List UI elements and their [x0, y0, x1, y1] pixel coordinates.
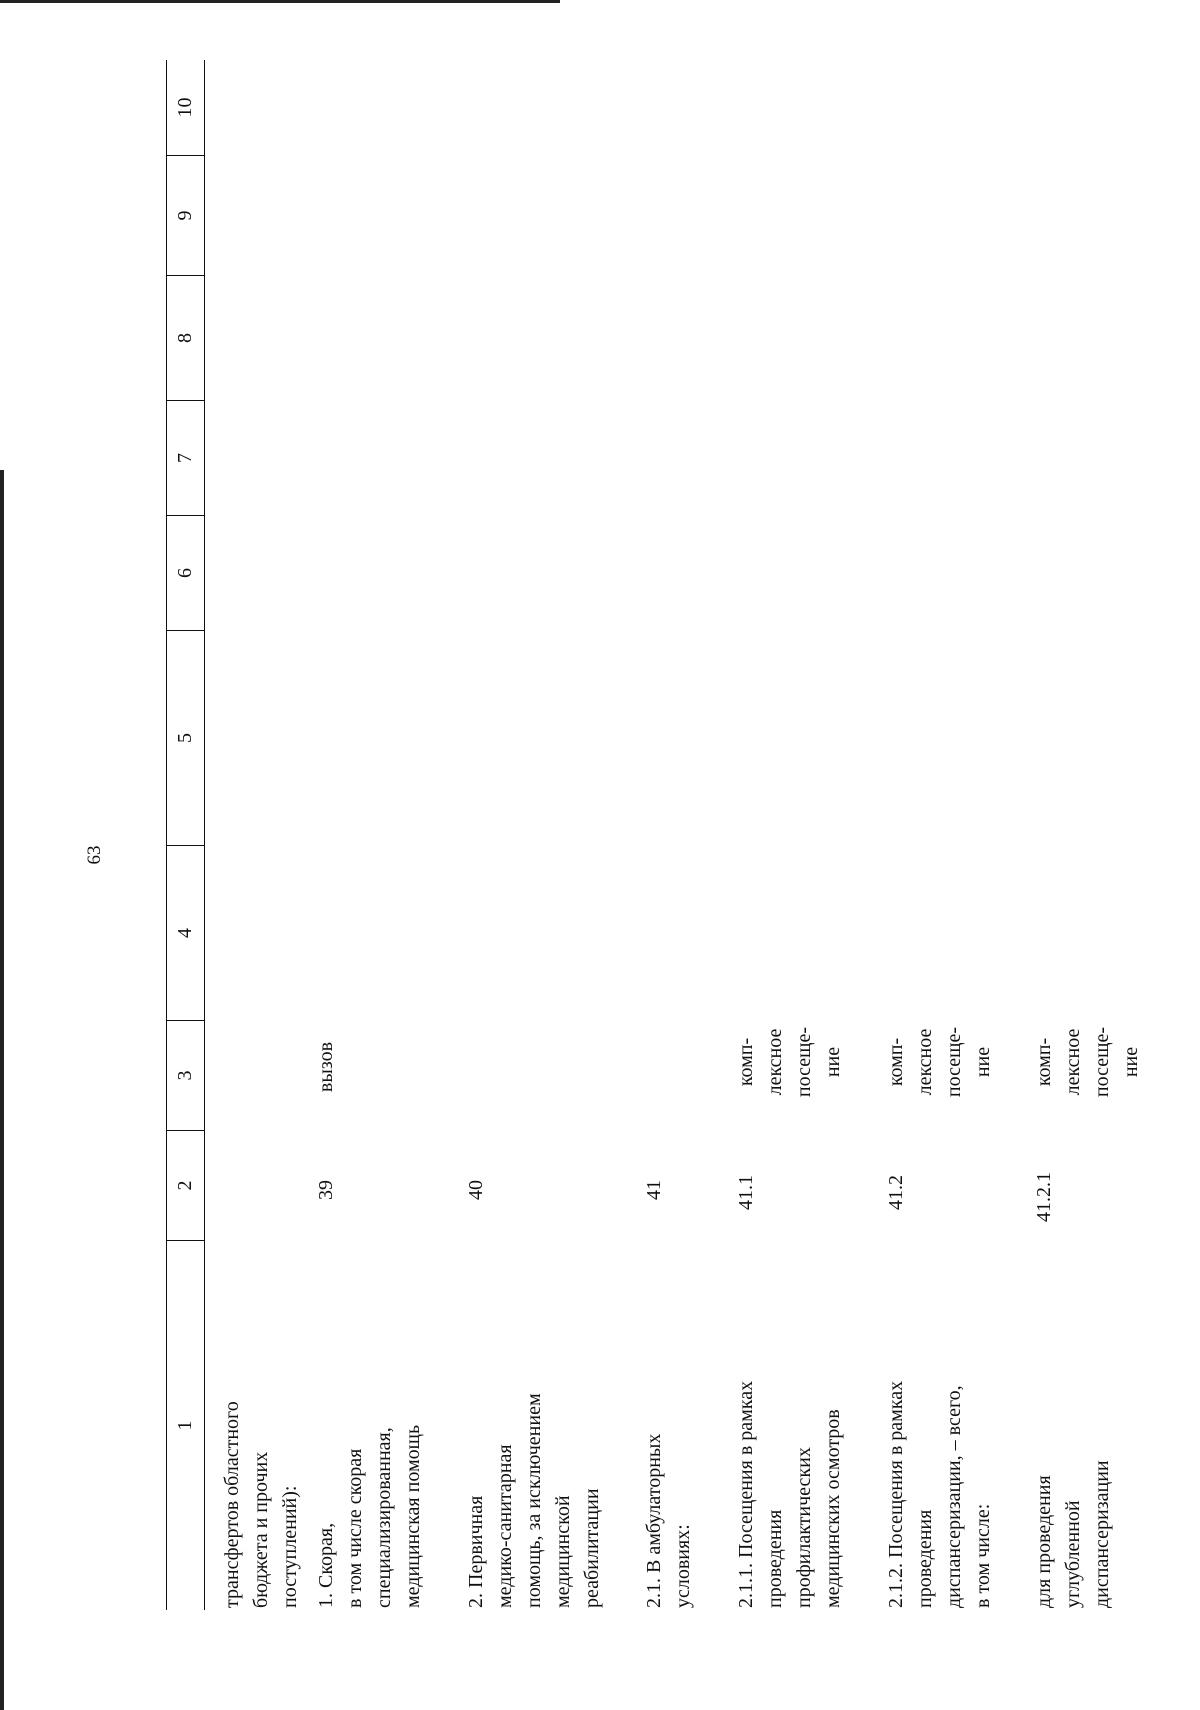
- unit-line: лексное: [764, 1028, 786, 1096]
- column-header-label: 4: [174, 928, 196, 938]
- name-line: 2.1.2. Посещения в рамках: [885, 1380, 907, 1608]
- row-2-name: [462, 1393, 607, 1608]
- row-4-unit: [732, 1012, 848, 1112]
- name-line: в том числе:: [972, 1503, 994, 1608]
- column-header-label: 1: [174, 1420, 196, 1431]
- column-header-4: [166, 845, 204, 1020]
- name-line: бюджета и прочих: [250, 1451, 272, 1608]
- unit-line: посеще-: [943, 1026, 965, 1098]
- name-line: в том числе скорая: [344, 1448, 366, 1608]
- column-header-2: [166, 1130, 204, 1240]
- column-header-label: 3: [174, 1070, 196, 1081]
- page-number: 63: [84, 845, 105, 865]
- row-6-code: 41.2.1: [1033, 1172, 1055, 1222]
- name-line: 2. Первичная: [465, 1495, 487, 1608]
- scan-edge-left: [0, 470, 4, 1710]
- row-5-code: 41.2: [885, 1175, 907, 1210]
- row-6-unit: [1030, 1012, 1146, 1112]
- unit-line: лексное: [914, 1028, 936, 1096]
- name-line: медицинской: [552, 1495, 574, 1608]
- name-line: условиях:: [672, 1524, 694, 1608]
- unit-line: ние: [1120, 1046, 1142, 1078]
- column-header-6: [166, 515, 204, 630]
- row-3-name: [640, 1434, 698, 1608]
- column-header-label: 5: [174, 733, 196, 743]
- column-header-1: [166, 1240, 204, 1610]
- row-3-code: 41: [643, 1180, 665, 1200]
- column-header-8: [166, 275, 204, 400]
- row-1-name: [312, 1425, 428, 1608]
- name-line: медико-санитарная: [494, 1444, 516, 1608]
- row-5-name: [882, 1381, 998, 1608]
- column-header-9: [166, 155, 204, 275]
- name-line: 2.1.1. Посещения в рамках: [735, 1380, 757, 1608]
- name-line: проведения: [764, 1509, 786, 1608]
- name-line: медицинских осмотров: [822, 1409, 844, 1608]
- column-header-10: [166, 60, 204, 155]
- unit-line: комп-: [885, 1037, 907, 1087]
- unit-line: комп-: [1033, 1037, 1055, 1087]
- name-line: 2.1. В амбулаторных: [643, 1433, 665, 1608]
- unit-line: посеще-: [793, 1026, 815, 1098]
- column-header-5: [166, 630, 204, 845]
- name-line: поступлений):: [279, 1485, 301, 1608]
- name-line: специализированная,: [373, 1427, 395, 1608]
- row-1-unit: [312, 1022, 341, 1112]
- name-line: помощь, за исключением: [523, 1393, 545, 1608]
- row-4-code: 41.1: [735, 1175, 757, 1210]
- name-line: диспансеризации, – всего,: [943, 1385, 965, 1608]
- column-header-3: [166, 1020, 204, 1130]
- column-header-7: [166, 400, 204, 515]
- name-line: для проведения: [1033, 1475, 1055, 1608]
- row-1-code: 39: [315, 1180, 337, 1200]
- row-4-name: [732, 1381, 848, 1608]
- name-line: реабилитации: [581, 1488, 603, 1608]
- unit-line: лексное: [1062, 1028, 1084, 1096]
- column-header-label: 6: [174, 568, 196, 578]
- row-5-unit: [882, 1012, 998, 1112]
- column-header-label: 2: [174, 1180, 196, 1191]
- column-header-label: 10: [174, 97, 196, 118]
- scan-edge-top: [0, 0, 560, 3]
- unit-line: посеще-: [1091, 1026, 1113, 1098]
- row-6-name: [1030, 1460, 1117, 1608]
- name-line: углубленной: [1062, 1500, 1084, 1608]
- unit-line: ние: [972, 1046, 994, 1078]
- column-header-label: 7: [174, 453, 196, 463]
- row-2-code: 40: [465, 1180, 487, 1200]
- column-header-label: 9: [174, 210, 196, 221]
- unit-line: комп-: [735, 1037, 757, 1087]
- unit-line: ние: [822, 1046, 844, 1078]
- column-header-label: 8: [174, 333, 196, 343]
- table-header-bottom-rule: [204, 60, 205, 1610]
- name-line: трансфертов областного: [221, 1401, 243, 1608]
- row-0-name: [218, 1401, 305, 1608]
- unit-line: вызов: [315, 1041, 337, 1093]
- name-line: проведения: [914, 1509, 936, 1608]
- name-line: медицинская помощь: [402, 1424, 424, 1608]
- name-line: профилактических: [793, 1447, 815, 1608]
- rotated-table: [110, 60, 1180, 1700]
- name-line: диспансеризации: [1091, 1460, 1113, 1608]
- name-line: 1. Скорая,: [315, 1522, 337, 1608]
